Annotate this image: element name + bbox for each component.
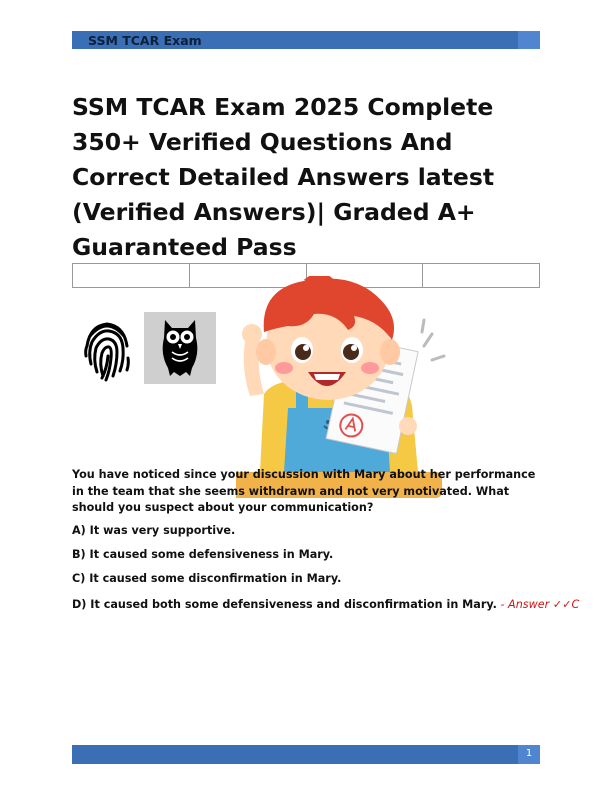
owl-icon [159,318,201,378]
footer-bar [72,745,540,764]
question-text: You have noticed since your discussion with Mary about her performance in the team that she seems withdrawn and not very motivated. What should you suspect about your communication? [72,468,536,514]
option-b: B) It caused some defensiveness in Mary. [72,548,334,561]
page-number-box [518,745,540,764]
option-a: A) It was very supportive. [72,524,236,537]
document-title: SSM TCAR Exam 2025 Complete 350+ Verified Questions And Correct Detailed Answers latest (Verified Answers)| Graded A+ Guaranteed Pass [72,93,495,261]
option-c: C) It caused some disconfirmation in Mary. [72,572,342,585]
fingerprint-icon [82,316,132,382]
child-holding-graded-paper-illustration [236,276,450,498]
option-d-text: D) It caused both some defensiveness and disconfirmation in Mary. [72,598,497,611]
owl-logo [144,312,216,384]
option-d [72,598,579,611]
header-title: SSM TCAR Exam [88,33,202,48]
header-bar [72,31,540,49]
page-number: 1 [525,748,533,759]
header-accent [518,31,540,49]
answer-label: - Answer ✓✓C [496,598,580,611]
table-cell [73,264,190,288]
